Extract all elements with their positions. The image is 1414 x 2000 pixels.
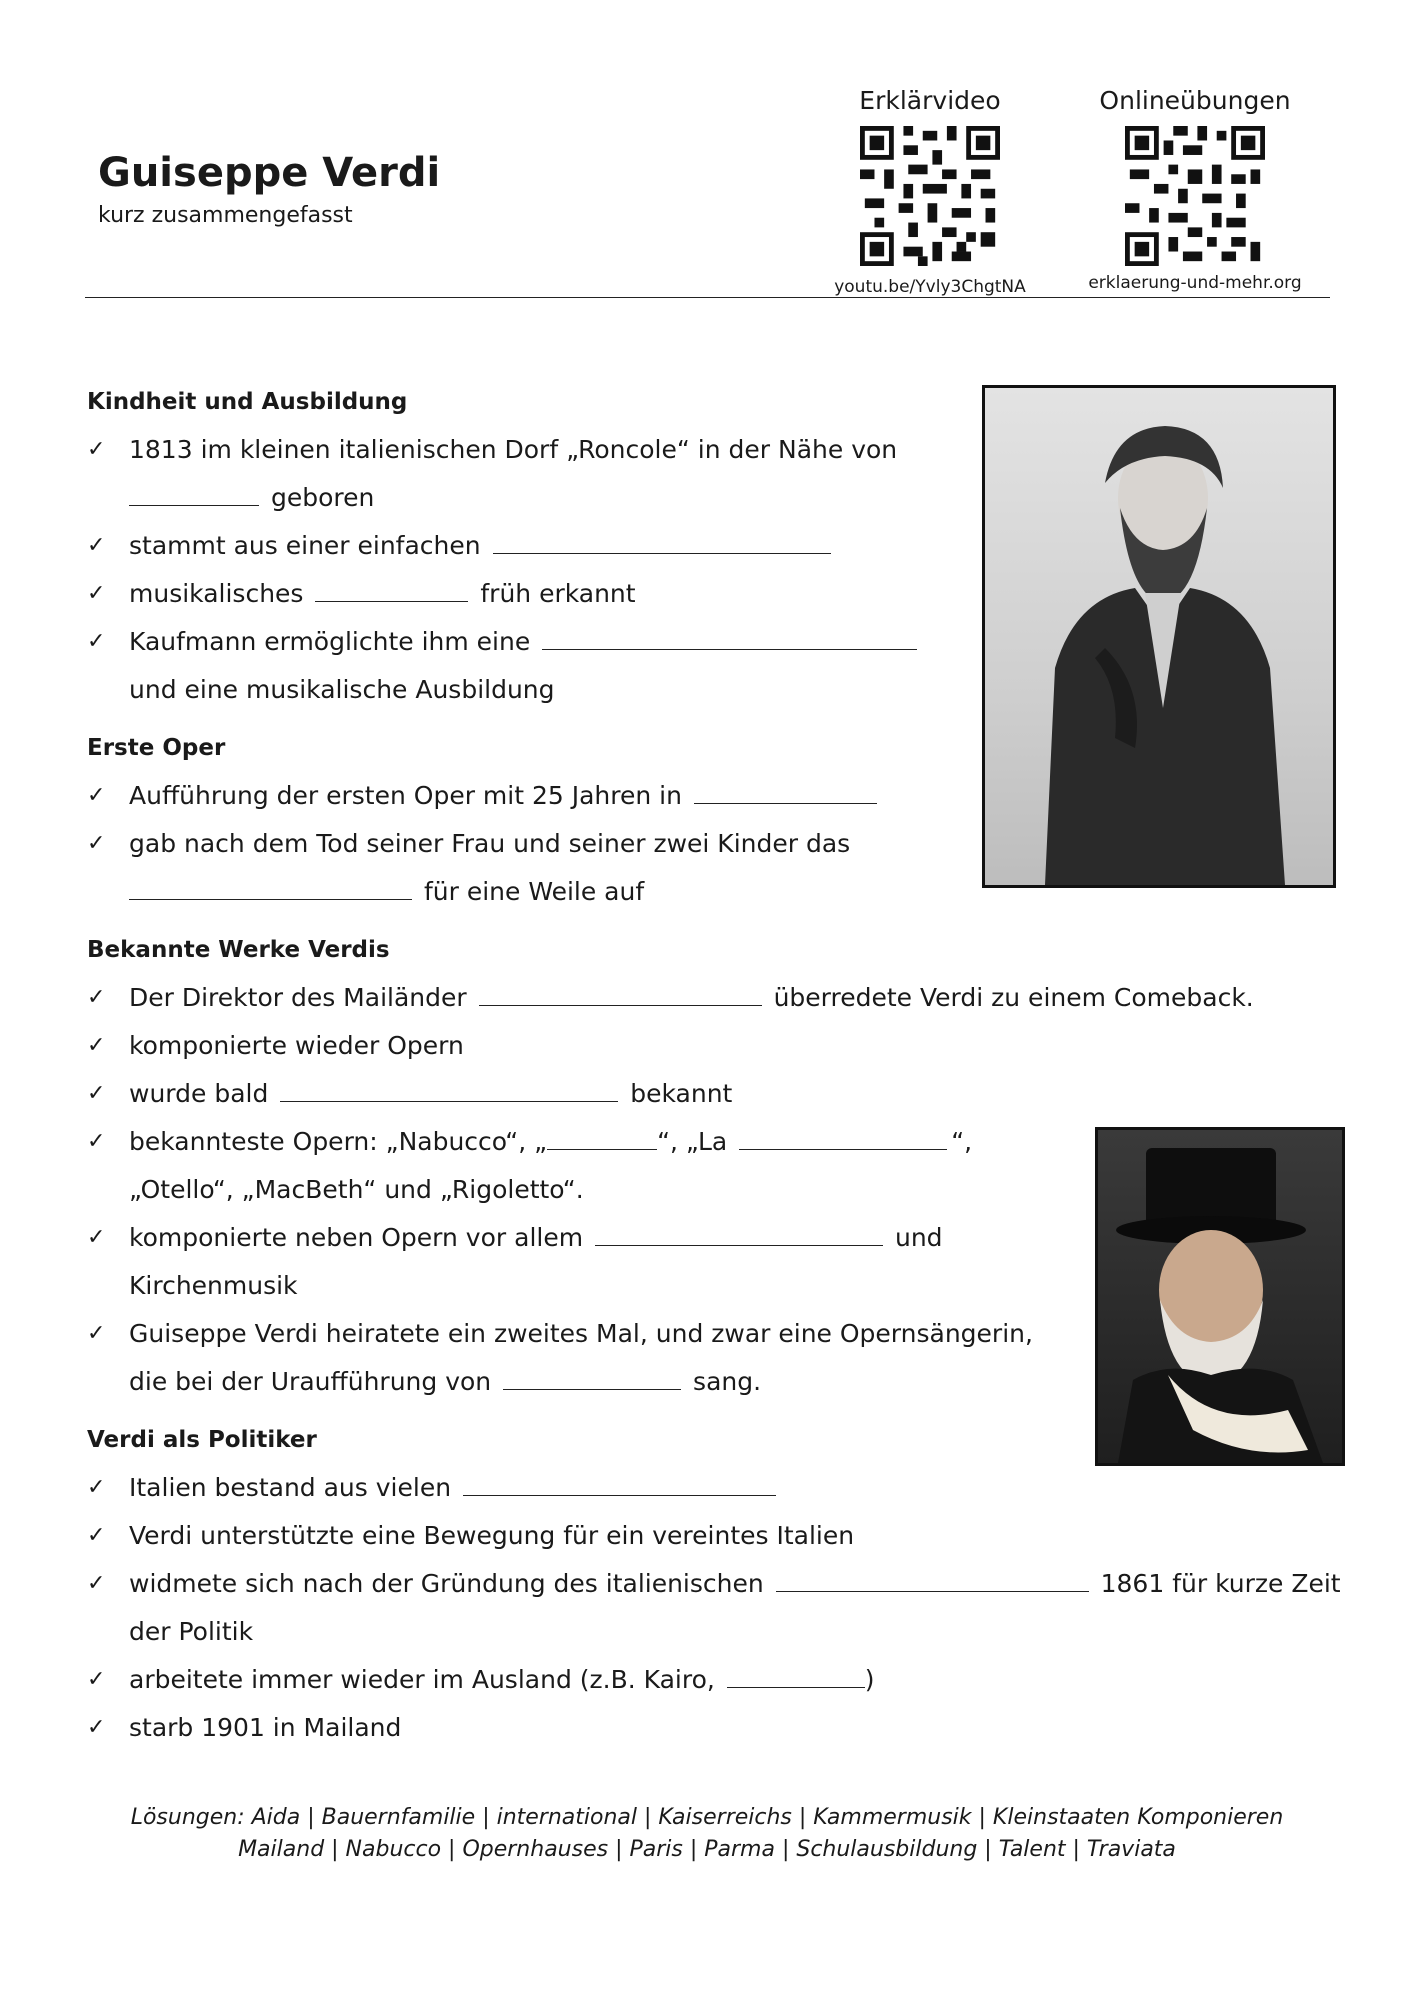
qr-code-exercises-icon[interactable] [1125, 126, 1265, 266]
check-icon: ✓ [87, 1523, 106, 1548]
section-title-politics: Verdi als Politiker [87, 1427, 317, 1453]
check-icon: ✓ [87, 533, 106, 558]
blank-field[interactable] [542, 619, 917, 650]
list-item: und eine musikalische Ausbildung [129, 675, 555, 704]
page-subtitle: kurz zusammengefasst [98, 203, 353, 228]
section-title-first-opera: Erste Oper [87, 735, 226, 761]
list-item: ✓ wurde bald bekannt [87, 1070, 1337, 1118]
list-item: ✓ bekannteste Opern: „Nabucco“, „ “, „La “, [87, 1118, 1337, 1166]
list-item: ✓ musikalisches früh erkannt [87, 570, 1337, 618]
list-item: ✓ komponierte neben Opern vor allem und [87, 1214, 1337, 1262]
list-item: ✓ Verdi unterstützte eine Bewegung für ein vereintes Italien [87, 1512, 1337, 1560]
qr-label-exercises: Onlineübungen [1099, 86, 1291, 115]
blank-field[interactable] [776, 1561, 1089, 1592]
section-title-childhood: Kindheit und Ausbildung [87, 389, 408, 415]
check-icon: ✓ [87, 1475, 106, 1500]
list-item: ✓ Kaufmann ermöglichte ihm eine [87, 618, 1337, 666]
check-icon: ✓ [87, 1667, 106, 1692]
blank-field[interactable] [479, 975, 762, 1006]
check-icon: ✓ [87, 985, 106, 1010]
list-item: ✓ komponierte wieder Opern [87, 1022, 1337, 1070]
solutions-line-2: Mailand | Nabucco | Opernhauses | Paris | Parma | Schulausbildung | Talent | Traviata [238, 1837, 1176, 1862]
check-icon: ✓ [87, 1225, 106, 1250]
blank-field[interactable] [694, 773, 877, 804]
list-item: ✓ gab nach dem Tod seiner Frau und seiner zwei Kinder das [87, 820, 1337, 868]
qr-code-video-icon[interactable] [860, 126, 1000, 266]
blank-field[interactable] [493, 523, 831, 554]
list-item: ✓ Der Direktor des Mailänder überredete Verdi zu einem Comeback. [87, 974, 1337, 1022]
list-item: geboren [87, 474, 1337, 522]
blank-field[interactable] [503, 1359, 681, 1390]
list-item: ✓ stammt aus einer einfachen [87, 522, 1337, 570]
check-icon: ✓ [87, 1715, 106, 1740]
check-icon: ✓ [87, 1081, 106, 1106]
qr-url-exercises[interactable]: erklaerung-und-mehr.org [1088, 273, 1302, 293]
check-icon: ✓ [87, 629, 106, 654]
portrait-photo-young [982, 385, 1336, 888]
check-icon: ✓ [87, 581, 106, 606]
blank-field[interactable] [129, 869, 412, 900]
blank-field[interactable] [739, 1119, 947, 1150]
list-item: ✓ 1813 im kleinen italienischen Dorf „Roncole“ in der Nähe von [87, 426, 1337, 474]
list-item: der Politik [129, 1617, 254, 1646]
list-item: ✓ arbeitete immer wieder im Ausland (z.B. Kairo, ) [87, 1656, 1337, 1704]
page-title: Guiseppe Verdi [98, 150, 441, 196]
blank-field[interactable] [315, 571, 468, 602]
solutions-footer [60, 1802, 1354, 1866]
qr-url-video[interactable]: youtu.be/Yvly3ChgtNA [834, 277, 1026, 297]
blank-field[interactable] [727, 1657, 865, 1688]
list-item: die bei der Uraufführung von sang. [87, 1358, 1337, 1406]
blank-field[interactable] [280, 1071, 618, 1102]
section-title-works: Bekannte Werke Verdis [87, 937, 390, 963]
list-item: „Otello“, „MacBeth“ und „Rigoletto“. [129, 1175, 584, 1204]
check-icon: ✓ [87, 831, 106, 856]
list-item: für eine Weile auf [87, 868, 1337, 916]
qr-label-video: Erklärvideo [859, 86, 1001, 115]
check-icon: ✓ [87, 1571, 106, 1596]
list-item: ✓ widmete sich nach der Gründung des italienischen 1861 für kurze Zeit [87, 1560, 1337, 1608]
list-item: ✓ Italien bestand aus vielen [87, 1464, 1337, 1512]
check-icon: ✓ [87, 437, 106, 462]
blank-field[interactable] [129, 475, 259, 506]
check-icon: ✓ [87, 1129, 106, 1154]
check-icon: ✓ [87, 1033, 106, 1058]
list-item: Kirchenmusik [129, 1271, 298, 1300]
blank-field[interactable] [463, 1465, 776, 1496]
list-item: ✓ Aufführung der ersten Oper mit 25 Jahren in [87, 772, 1337, 820]
blank-field[interactable] [595, 1215, 883, 1246]
list-item: ✓ starb 1901 in Mailand [87, 1704, 1337, 1752]
blank-field[interactable] [547, 1119, 657, 1150]
check-icon: ✓ [87, 783, 106, 808]
solutions-line-1: Lösungen: Aida | Bauernfamilie | international | Kaiserreichs | Kammermusik | Kleinstaaten Komponieren [130, 1805, 1284, 1830]
list-item: ✓ Guiseppe Verdi heiratete ein zweites Mal, und zwar eine Opernsängerin, [87, 1310, 1337, 1358]
header-divider [85, 297, 1330, 298]
portrait-photo-old [1095, 1127, 1345, 1466]
check-icon: ✓ [87, 1321, 106, 1346]
